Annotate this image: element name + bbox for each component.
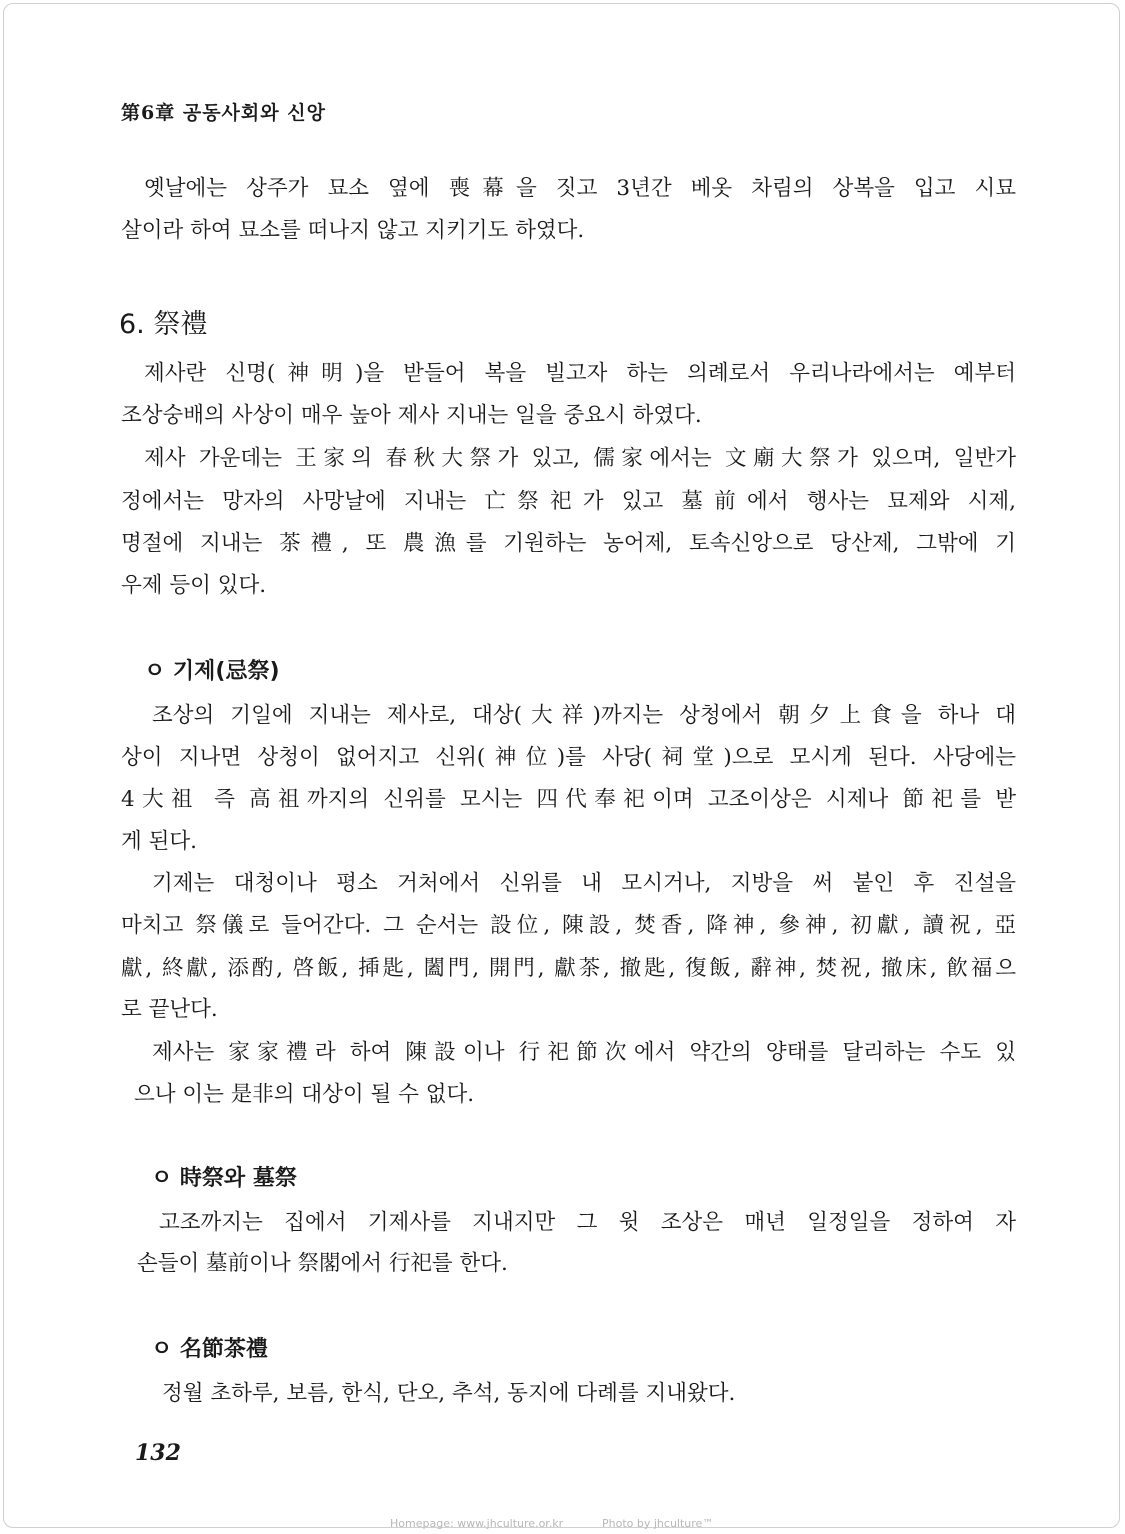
document-page — [3, 3, 1120, 1528]
chapter-header: 第6章 공동사회와 신앙 — [121, 102, 326, 124]
gije-line-5: 기제는 대청이나 평소 거처에서 신위를 내 모시거나, 지방을 써 붙인 후 진설을 — [152, 871, 1016, 896]
gije-line-7: 獻, 終獻, 添酌, 啓飯, 揷匙, 闔門, 開門, 獻茶, 撤匙, 復飯, 辭神, 焚祝, 撤床, 飮福으 — [121, 956, 1016, 981]
section-line-1: 제사란 신명(神明)을 받들어 복을 빌고자 하는 의례로서 우리나라에서는 예부터 — [144, 361, 1016, 386]
page-number: 132 — [135, 1440, 181, 1466]
darye-line-1: 정월 초하루, 보름, 한식, 단오, 추석, 동지에 다례를 지내왔다. — [162, 1381, 736, 1406]
sije-line-1: 고조까지는 집에서 기제사를 지내지만 그 윗 조상은 매년 일정일을 정하여 자 — [159, 1210, 1016, 1235]
gije-line-3: 4大祖 즉 高祖까지의 신위를 모시는 四代奉祀이며 고조이상은 시제나 節祀를 받 — [121, 787, 1016, 812]
footer-homepage: Homepage: www.jhculture.or.kr — [390, 1517, 564, 1530]
section-line-6: 우제 등이 있다. — [121, 573, 267, 598]
gije-line-4: 게 된다. — [121, 829, 197, 854]
subsection-title-myeongjeol-darye: ㅇ 名節茶禮 — [151, 1337, 268, 1362]
subsection-title-sije-myoje: ㅇ 時祭와 墓祭 — [151, 1166, 297, 1191]
gije-line-1: 조상의 기일에 지내는 제사로, 대상(大祥)까지는 상청에서 朝夕上食을 하나 대 — [152, 703, 1016, 728]
section-line-5: 명절에 지내는 茶禮, 또 農漁를 기원하는 농어제, 토속신앙으로 당산제, 그밖에 기 — [121, 531, 1016, 556]
gije-line-10: 으나 이는 是非의 대상이 될 수 없다. — [134, 1082, 475, 1107]
footer-photo-credit: Photo by jhculture™ — [602, 1517, 714, 1530]
intro-line-2: 살이라 하여 묘소를 떠나지 않고 지키기도 하였다. — [121, 218, 585, 243]
intro-line-1: 옛날에는 상주가 묘소 옆에 喪幕을 짓고 3년간 베옷 차림의 상복을 입고 시묘 — [144, 176, 1016, 201]
section-line-3: 제사 가운데는 王家의 春秋大祭가 있고, 儒家에서는 文廟大祭가 있으며, 일반가 — [144, 446, 1016, 471]
subsection-title-gije: ㅇ 기제(忌祭) — [144, 659, 280, 684]
section-line-4: 정에서는 망자의 사망날에 지내는 亡祭祀가 있고 墓前에서 행사는 묘제와 시제, — [121, 489, 1016, 514]
section-title: 6. 祭禮 — [119, 309, 208, 340]
sije-line-2: 손들이 墓前이나 祭閣에서 行祀를 한다. — [137, 1251, 508, 1276]
gije-line-2: 상이 지나면 상청이 없어지고 신위(神位)를 사당(祠堂)으로 모시게 된다. 사당에는 — [121, 745, 1016, 770]
section-line-2: 조상숭배의 사상이 매우 높아 제사 지내는 일을 중요시 하였다. — [121, 403, 702, 428]
gije-line-6: 마치고 祭儀로 들어간다. 그 순서는 設位, 陳設, 焚香, 降神, 參神, 初獻, 讀祝, 亞 — [121, 913, 1016, 938]
gije-line-9: 제사는 家家禮라 하여 陳設이나 行祀節次에서 약간의 양태를 달리하는 수도 있 — [152, 1040, 1016, 1065]
gije-line-8: 로 끝난다. — [121, 997, 218, 1022]
